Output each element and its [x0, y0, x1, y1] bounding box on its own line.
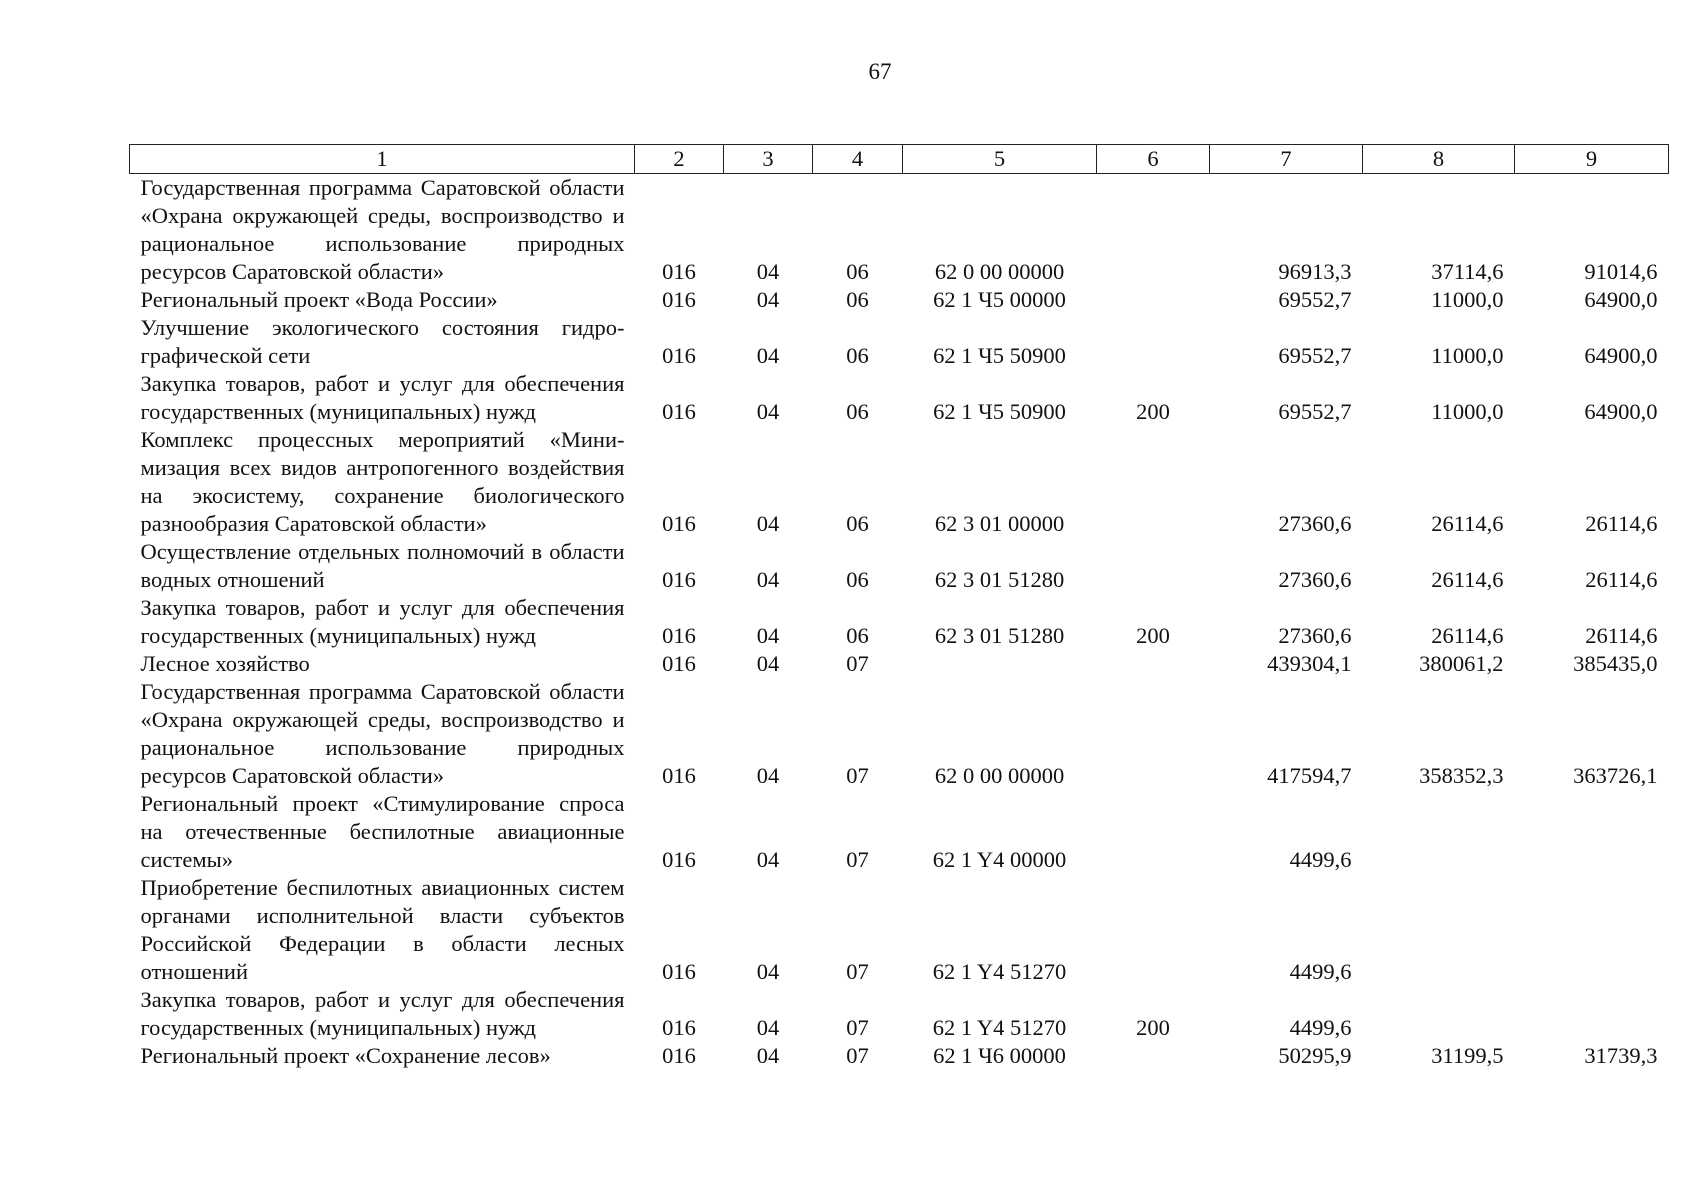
table-row: [130, 650, 1669, 678]
row-section-code: 04: [756, 343, 780, 368]
row-target-article: 62 3 01 51280: [934, 567, 1065, 592]
row-subsection-code: 06: [846, 343, 869, 368]
row-target-article: 62 1 Ч5 00000: [933, 287, 1066, 312]
row-expense-type: [1097, 790, 1210, 874]
column-header-5: 5: [903, 145, 1097, 174]
row-ministry-code: 016: [662, 763, 696, 788]
row-target-article: 62 1 Ч5 50900: [933, 343, 1066, 368]
row-amount-col8: 26114,6: [1431, 511, 1504, 536]
row-ministry-code: 016: [662, 847, 696, 872]
row-amount-col8: [1363, 874, 1515, 986]
row-target-article: [903, 650, 1097, 678]
table-row: [130, 314, 1669, 370]
table-row: [130, 174, 1669, 287]
table-row: [130, 790, 1669, 874]
row-expense-type: [1097, 678, 1210, 790]
table-row: [130, 874, 1669, 986]
row-name: Закупка товаров, работ и услуг для обеспечения государственных (муниципальных) нужд: [140, 987, 625, 1040]
row-amount-col8: 26114,6: [1431, 623, 1504, 648]
row-section-code: 04: [756, 287, 780, 312]
row-amount-col8: 11000,0: [1431, 343, 1504, 368]
row-amount-col8: 37114,6: [1431, 259, 1504, 284]
column-header-7: 7: [1210, 145, 1363, 174]
row-section-code: 04: [756, 511, 780, 536]
row-expense-type: 200: [1136, 399, 1170, 424]
row-subsection-code: 07: [846, 763, 869, 788]
row-amount-col9: 363726,1: [1573, 763, 1658, 788]
row-ministry-code: 016: [662, 511, 696, 536]
row-amount-col7: 27360,6: [1278, 623, 1352, 648]
row-expense-type: [1097, 1042, 1210, 1070]
row-target-article: 62 1 Ч6 00000: [933, 1043, 1066, 1068]
row-name: Закупка товаров, работ и услуг для обеспечения государственных (муниципальных) нужд: [140, 371, 625, 424]
row-amount-col9: 91014,6: [1584, 259, 1658, 284]
row-subsection-code: 07: [846, 1043, 869, 1068]
row-amount-col8: 380061,2: [1419, 651, 1504, 676]
row-section-code: 04: [756, 763, 780, 788]
row-target-article: 62 1 Y4 00000: [932, 847, 1067, 872]
row-subsection-code: 06: [846, 511, 869, 536]
column-header-3: 3: [724, 145, 813, 174]
column-number-row: [130, 145, 1669, 174]
row-target-article: 62 3 01 00000: [934, 511, 1065, 536]
table-row: [130, 678, 1669, 790]
row-amount-col8: 26114,6: [1431, 567, 1504, 592]
row-section-code: 04: [756, 567, 780, 592]
row-amount-col7: 27360,6: [1278, 567, 1352, 592]
column-header-2: 2: [635, 145, 724, 174]
table-row: [130, 370, 1669, 426]
row-ministry-code: 016: [662, 1015, 696, 1040]
row-subsection-code: 07: [846, 1015, 869, 1040]
row-amount-col7: 439304,1: [1267, 651, 1352, 676]
row-amount-col7: 417594,7: [1267, 763, 1352, 788]
row-amount-col7: 96913,3: [1278, 259, 1352, 284]
row-amount-col9: [1515, 986, 1669, 1042]
row-ministry-code: 016: [662, 399, 696, 424]
row-name: Региональный проект «Стимулирование спроса на отечественные беспилотные авиационные системы»: [140, 791, 625, 872]
row-amount-col9: 26114,6: [1585, 511, 1658, 536]
row-section-code: 04: [756, 1015, 780, 1040]
column-header-4: 4: [813, 145, 903, 174]
column-header-9: 9: [1515, 145, 1669, 174]
row-ministry-code: 016: [662, 259, 696, 284]
row-expense-type: [1097, 538, 1210, 594]
row-expense-type: [1097, 286, 1210, 314]
row-amount-col9: [1515, 874, 1669, 986]
row-amount-col8: [1363, 790, 1515, 874]
row-target-article: 62 1 Y4 51270: [932, 959, 1067, 984]
row-amount-col9: 385435,0: [1573, 651, 1658, 676]
row-amount-col9: 26114,6: [1585, 567, 1658, 592]
row-amount-col8: 31199,5: [1431, 1043, 1504, 1068]
row-amount-col8: [1363, 986, 1515, 1042]
row-amount-col7: 69552,7: [1278, 399, 1352, 424]
row-name: Региональный проект «Сохранение лесов»: [140, 1043, 551, 1068]
row-amount-col9: 64900,0: [1584, 287, 1658, 312]
row-amount-col8: 358352,3: [1419, 763, 1504, 788]
row-expense-type: [1097, 650, 1210, 678]
table-row: [130, 594, 1669, 650]
row-amount-col9: 26114,6: [1585, 623, 1658, 648]
row-amount-col9: 64900,0: [1584, 399, 1658, 424]
table-row: [130, 986, 1669, 1042]
row-subsection-code: 06: [846, 259, 869, 284]
row-subsection-code: 06: [846, 623, 869, 648]
row-amount-col7: 4499,6: [1289, 959, 1352, 984]
row-subsection-code: 07: [846, 651, 869, 676]
row-name: Лесное хозяйство: [140, 651, 310, 676]
row-subsection-code: 06: [846, 287, 869, 312]
table-row: [130, 538, 1669, 594]
row-name: Приобретение беспилотных авиационных систем органами исполнительной власти субъектов Российской Федерации в области лесных отношений: [140, 875, 625, 984]
row-amount-col9: [1515, 790, 1669, 874]
row-name: Осуществление отдельных полномочий в области водных отношений: [140, 539, 625, 592]
page-number: 67: [868, 59, 892, 84]
row-ministry-code: 016: [662, 959, 696, 984]
row-amount-col8: 11000,0: [1431, 399, 1504, 424]
row-section-code: 04: [756, 959, 780, 984]
row-subsection-code: 06: [846, 567, 869, 592]
row-name: Государственная программа Саратовской области «Охрана окружающей среды, воспроизводство и рациональное использование природных ресурсов Саратовской области»: [140, 679, 625, 788]
row-amount-col7: 4499,6: [1289, 1015, 1352, 1040]
column-header-1: 1: [130, 145, 635, 174]
table-row: [130, 426, 1669, 538]
row-target-article: 62 1 Y4 51270: [932, 1015, 1067, 1040]
table-row: [130, 286, 1669, 314]
table-body: [130, 174, 1669, 1071]
row-amount-col7: 69552,7: [1278, 343, 1352, 368]
column-header-6: 6: [1097, 145, 1210, 174]
row-ministry-code: 016: [662, 287, 696, 312]
row-name: Комплекс процессных мероприятий «Минимизация всех видов антропогенного воздействия на экосистему, сохранение биологического разнообразия Саратовской области»: [140, 427, 625, 536]
row-ministry-code: 016: [662, 343, 696, 368]
row-ministry-code: 016: [662, 567, 696, 592]
row-amount-col7: 69552,7: [1278, 287, 1352, 312]
row-section-code: 04: [756, 651, 780, 676]
row-section-code: 04: [756, 1043, 780, 1068]
row-target-article: 62 1 Ч5 50900: [933, 399, 1066, 424]
row-amount-col7: 50295,9: [1278, 1043, 1352, 1068]
row-name: Государственная программа Саратовской области «Охрана окружающей среды, воспроизводство и рациональное использование природных ресурсов Саратовской области»: [140, 175, 625, 284]
row-subsection-code: 07: [846, 847, 869, 872]
row-amount-col7: 4499,6: [1289, 847, 1352, 872]
row-amount-col7: 27360,6: [1278, 511, 1352, 536]
table-row: [130, 1042, 1669, 1070]
row-target-article: 62 0 00 00000: [934, 259, 1065, 284]
row-subsection-code: 06: [846, 399, 869, 424]
row-name: Закупка товаров, работ и услуг для обеспечения государственных (муниципальных) нужд: [140, 595, 625, 648]
column-header-8: 8: [1363, 145, 1515, 174]
row-expense-type: [1097, 426, 1210, 538]
row-section-code: 04: [756, 847, 780, 872]
row-amount-col9: 64900,0: [1584, 343, 1658, 368]
row-expense-type: [1097, 314, 1210, 370]
row-expense-type: [1097, 874, 1210, 986]
row-section-code: 04: [756, 259, 780, 284]
row-subsection-code: 07: [846, 959, 869, 984]
row-amount-col9: 31739,3: [1584, 1043, 1658, 1068]
row-section-code: 04: [756, 623, 780, 648]
row-ministry-code: 016: [662, 623, 696, 648]
row-name: Улучшение экологического состояния гидрографической сети: [140, 315, 625, 368]
budget-table: [129, 144, 1669, 1070]
row-target-article: 62 3 01 51280: [934, 623, 1065, 648]
row-ministry-code: 016: [662, 1043, 696, 1068]
table-header: [130, 145, 1669, 174]
row-expense-type: 200: [1136, 623, 1170, 648]
row-section-code: 04: [756, 399, 780, 424]
row-target-article: 62 0 00 00000: [934, 763, 1065, 788]
row-ministry-code: 016: [662, 651, 696, 676]
row-expense-type: 200: [1136, 1015, 1170, 1040]
row-expense-type: [1097, 174, 1210, 287]
row-amount-col8: 11000,0: [1431, 287, 1504, 312]
row-name: Региональный проект «Вода России»: [140, 287, 498, 312]
